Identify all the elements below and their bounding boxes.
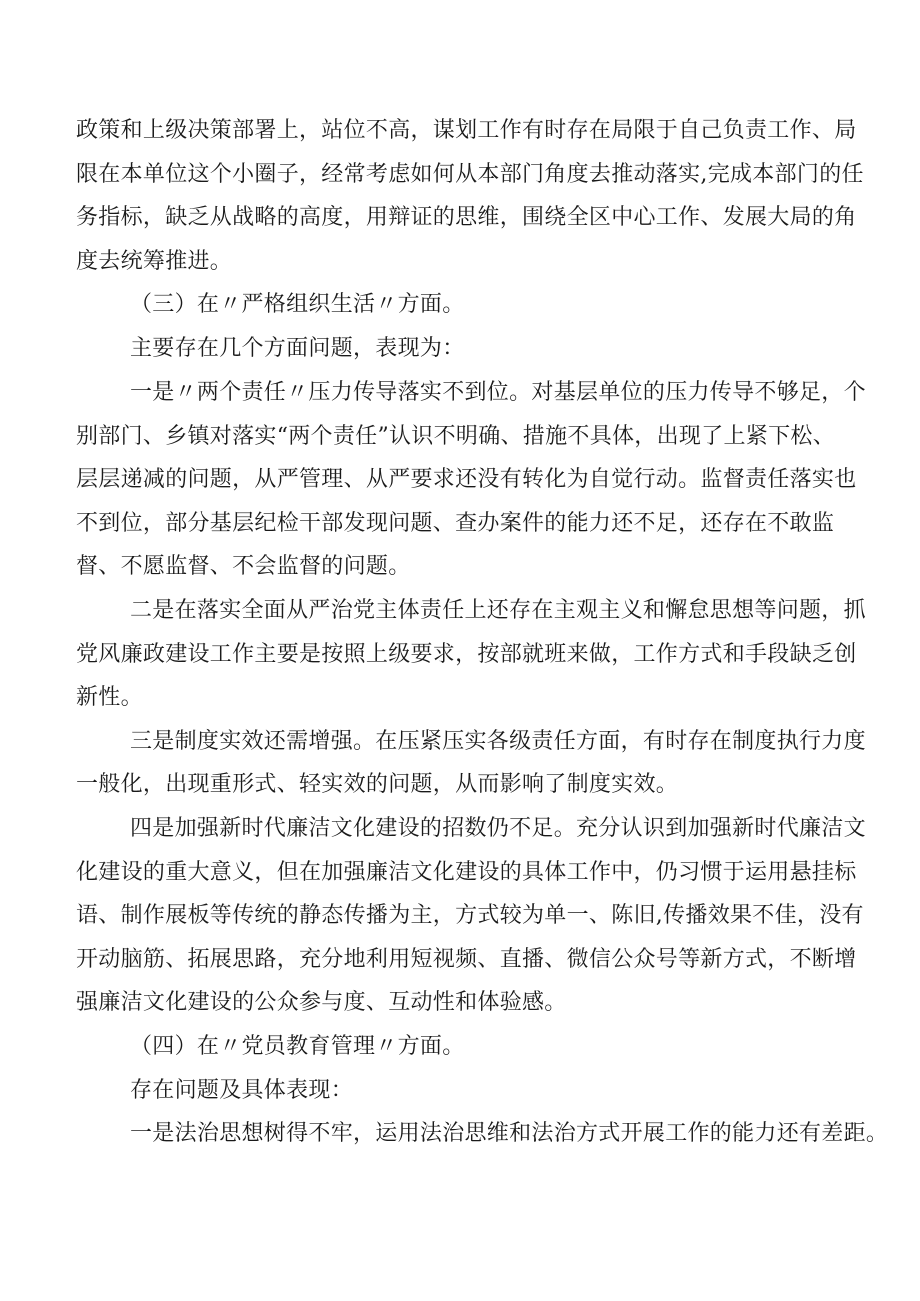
text-line: 不到位，部分基层纪检干部发现问题、查办案件的能力还不足，还存在不敢监 [76,511,835,536]
text-line: 度去统筹推进。 [76,249,233,274]
text-line: 层层递减的问题，从严管理、从严要求还没有转化为自觉行动。监督责任落实也 [76,467,857,492]
text-line: 开动脑筋、拓展思路，充分地利用短视频、直播、微信公众号等新方式，不断增 [76,947,857,972]
text-line: 四是加强新时代廉洁文化建设的招数仍不足。充分认识到加强新时代廉洁文 [130,816,866,841]
text-line: 务指标，缺乏从战略的高度，用辩证的思维，围绕全区中心工作、发展大局的角 [76,205,857,230]
text-line: 督、不愿监督、不会监督的问题。 [76,554,411,579]
text-line: 二是在落实全面从严治党主体责任上还存在主观主义和懈怠思想等问题，抓 [130,598,866,623]
text-line: 新性。 [76,685,143,710]
text-line: 主要存在几个方面问题，表现为： [130,336,465,361]
text-line: 三是制度实效还需增强。在压紧压实各级责任方面，有时存在制度执行力度 [130,729,866,754]
text-line: 限在本单位这个小圈子，经常考虑如何从本部门角度去推动落实,完成本部门的任 [76,162,864,187]
section-heading: （四）在〃党员教育管理〃方面。 [130,1034,465,1059]
text-line: 一是法治思想树得不牢，运用法治思维和法治方式开展工作的能力还有差距。 [130,1121,889,1146]
text-line: 政策和上级决策部署上，站位不高，谋划工作有时存在局限于自己负责工作、局 [76,118,857,143]
text-line: 一是〃两个责任〃压力传导落实不到位。对基层单位的压力传导不够足，个 [130,380,866,405]
text-line: 存在问题及具体表现： [130,1078,354,1103]
text-line: 党风廉政建设工作主要是按照上级要求，按部就班来做，工作方式和手段缺乏创 [76,642,857,667]
text-line: 一般化，出现重形式、轻实效的问题，从而影响了制度实效。 [76,772,679,797]
text-line: 语、制作展板等传统的静态传播为主，方式较为单一、陈旧,传播效果不佳，没有 [76,903,864,928]
text-line: 化建设的重大意义，但在加强廉洁文化建设的具体工作中，仍习惯于运用悬挂标 [76,860,857,885]
text-line: 别部门、乡镇对落实“两个责任”认识不明确、措施不具体，出现了上紧下松、 [76,424,835,449]
text-line: 强廉洁文化建设的公众参与度、互动性和体验感。 [76,990,567,1015]
section-heading: （三）在〃严格组织生活〃方面。 [130,292,465,317]
